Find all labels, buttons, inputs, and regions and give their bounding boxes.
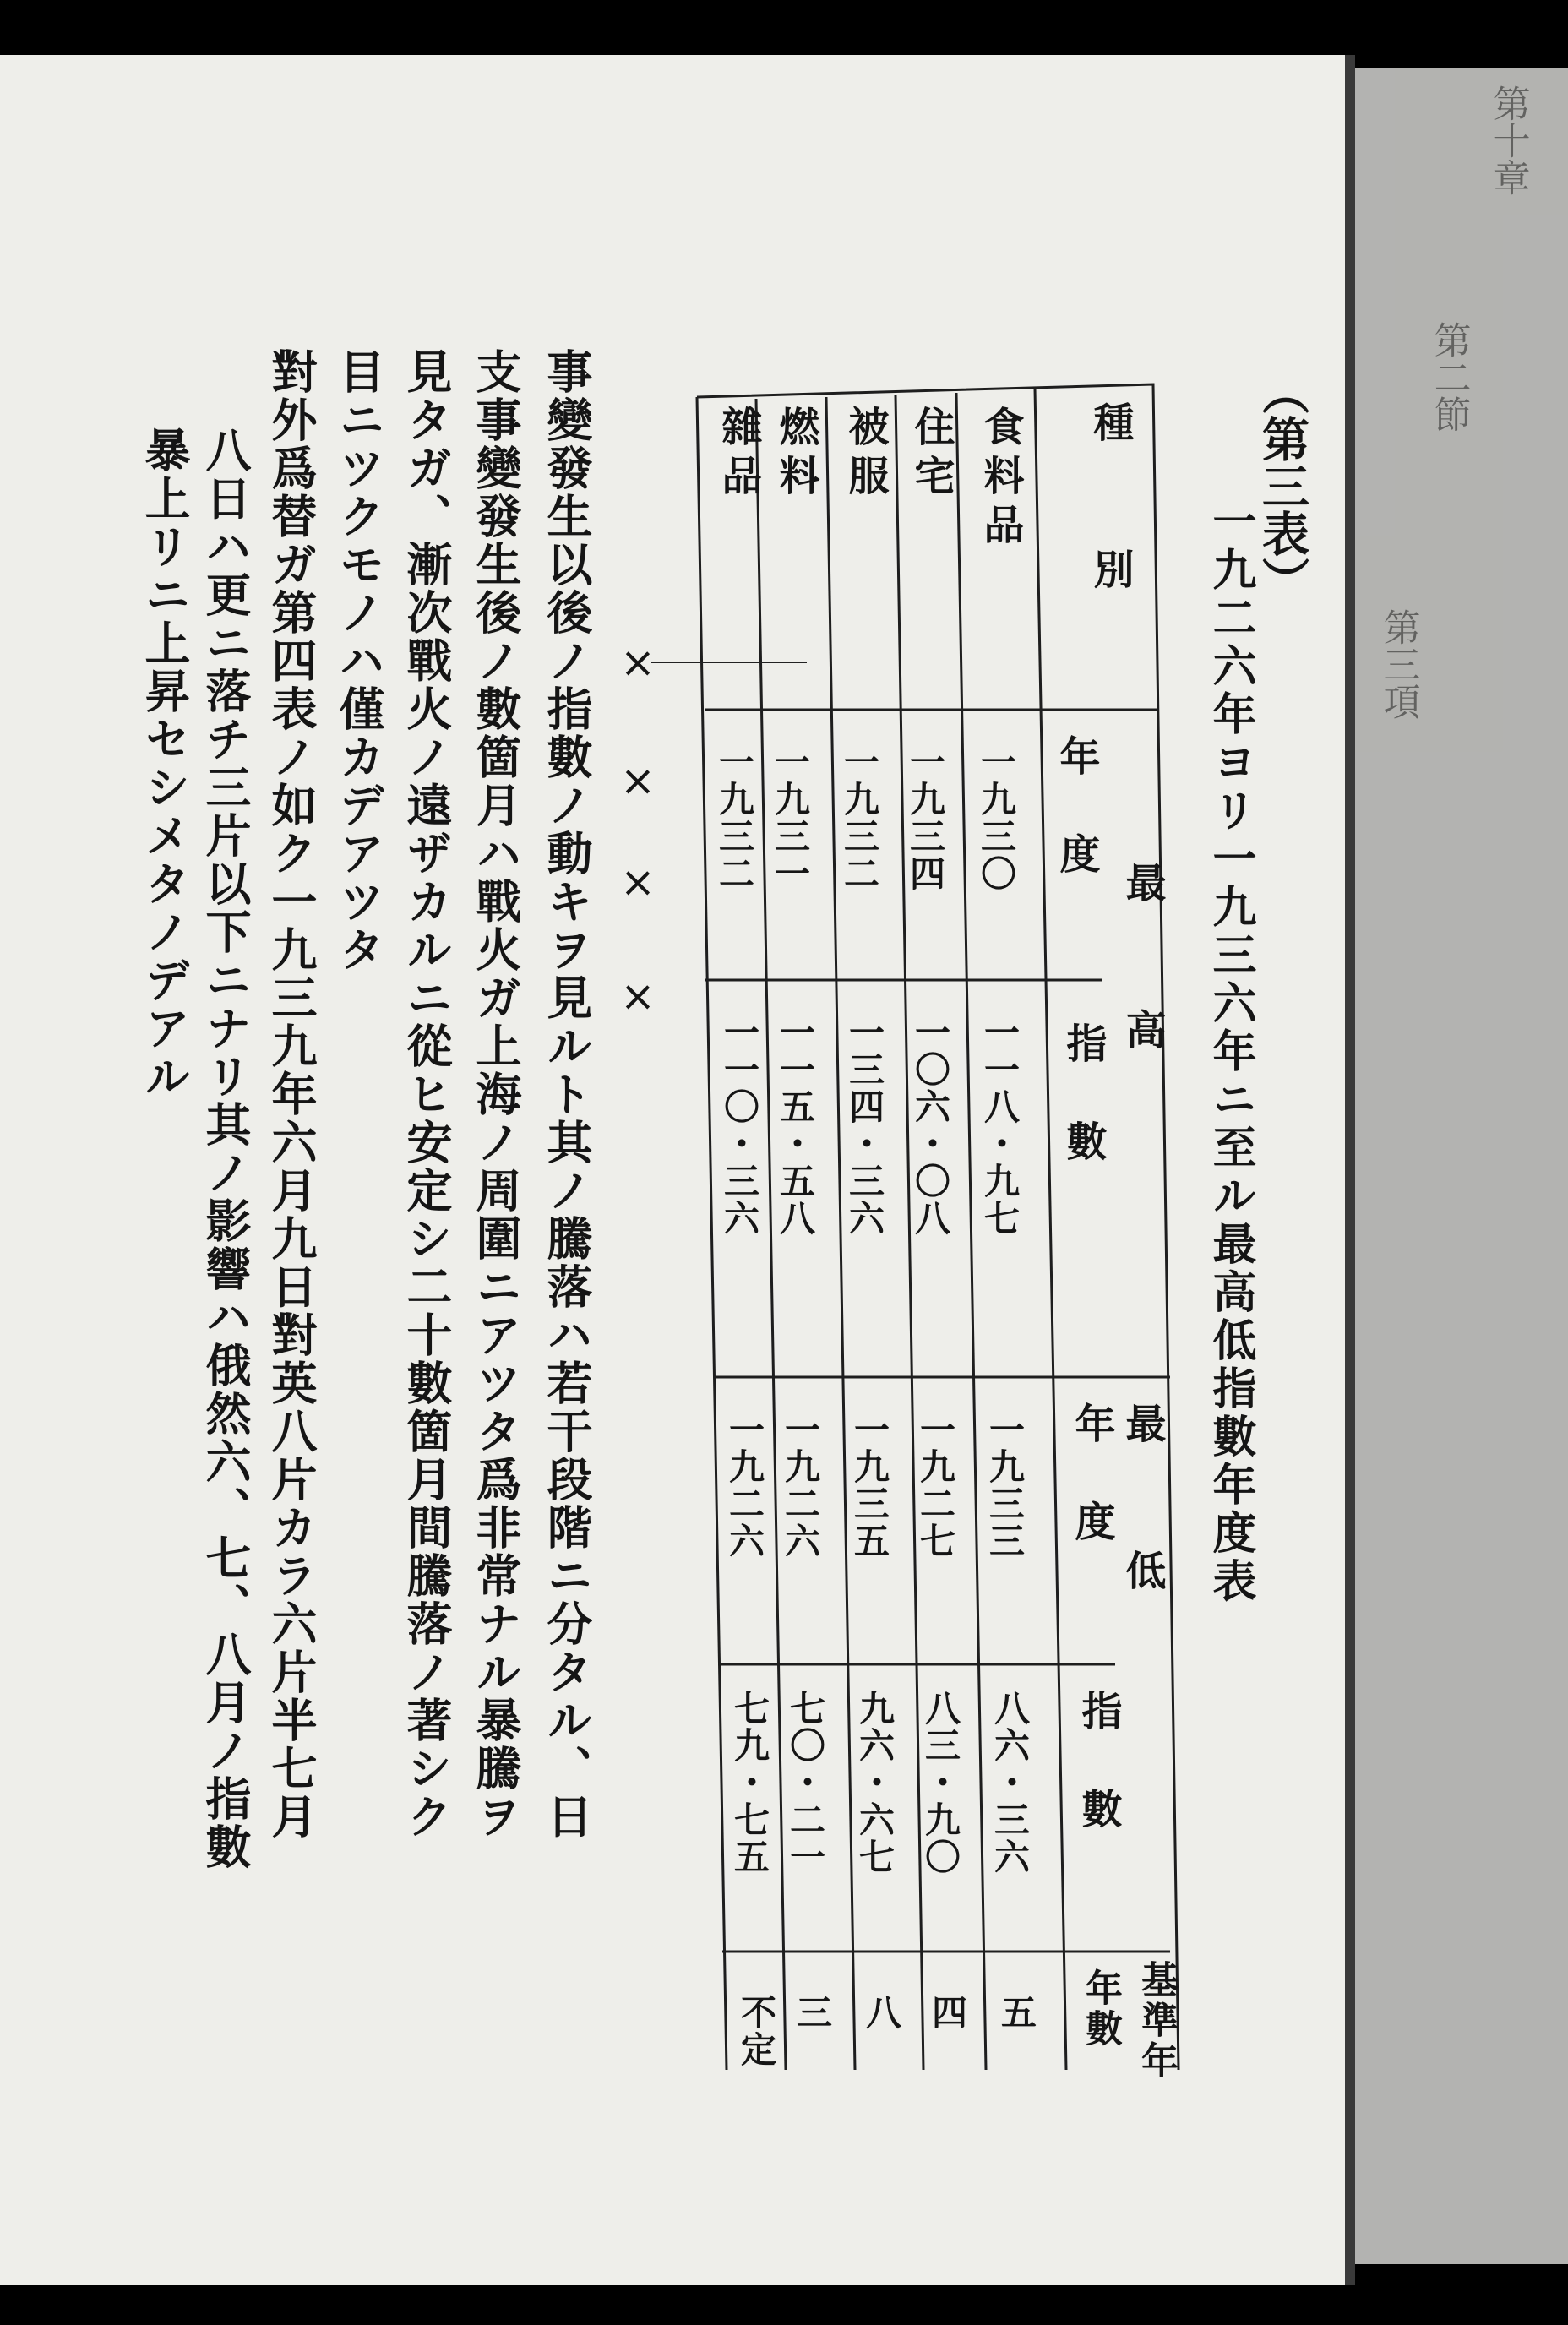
cross-mark: × xyxy=(620,858,656,907)
cell-low-index: 七〇・二一 xyxy=(785,1690,826,1876)
cell-years: 三 xyxy=(792,1994,833,2031)
row-category: 食料品 xyxy=(977,406,1024,553)
ghost-text: 第二節 xyxy=(1427,321,1471,433)
cell-low-year: 一九三五 xyxy=(849,1411,890,1560)
cell-low-index: 九六・六七 xyxy=(854,1690,896,1876)
header-highest: 最 高 xyxy=(1119,862,1166,1058)
cross-mark: × xyxy=(620,638,656,687)
body-text-column: 對外爲替ガ第四表ノ如ク一九三九年六月九日對英八片カラ六片半七月 xyxy=(264,348,318,1841)
cell-low-index: 八六・三六 xyxy=(989,1690,1031,1876)
row-category: 被服 xyxy=(841,406,889,504)
cell-high-year: 一九三〇 xyxy=(976,743,1017,892)
cell-low-year: 一九二七 xyxy=(915,1411,956,1560)
body-text-column: 支事變發生後ノ數箇月ハ戰火ガ上海ノ周圍ニアツタ爲非常ナル暴騰ヲ xyxy=(469,348,523,1841)
cell-low-year: 一九三三 xyxy=(984,1411,1026,1560)
cell-high-year: 一九三二 xyxy=(714,743,755,892)
body-text-column: 八日ハ更ニ落チ三片以下ニナリ其ノ影響ハ俄然六、七、八月ノ指數 xyxy=(199,427,253,1871)
table-caption: 一九二六年ヨリ一九三六年ニ至ル最高低指數年度表 xyxy=(1205,498,1256,1606)
cell-high-year: 一九三二 xyxy=(839,743,880,892)
cell-high-index: 一一〇・三六 xyxy=(719,1014,760,1237)
leader-line xyxy=(651,662,807,663)
body-text-column: 事變發生以後ノ指數ノ動キヲ見ルト其ノ騰落ハ若干段階ニ分タル、日 xyxy=(540,348,594,1841)
cross-mark: × xyxy=(620,972,656,1021)
cell-high-index: 一三四・三六 xyxy=(844,1014,885,1237)
row-category: 雜品 xyxy=(715,406,762,504)
row-category: 燃料 xyxy=(772,406,819,504)
body-text-column: 目ニツクモノハ僅カデアツタ xyxy=(332,348,386,974)
table-number: （第三表） xyxy=(1255,368,1310,604)
cell-high-index: 一〇六・〇八 xyxy=(910,1014,951,1237)
header-category: 種 別 xyxy=(1086,401,1134,597)
body-text-column: 暴上リニ上昇セシメタノデアル xyxy=(138,427,192,1101)
cross-mark: × xyxy=(620,756,656,805)
column-rule xyxy=(1035,389,1066,2070)
cell-high-index: 一一八・九七 xyxy=(979,1014,1021,1237)
cell-years: 五 xyxy=(996,1994,1037,2031)
cell-high-index: 一一五・五八 xyxy=(775,1014,816,1237)
cell-years: 不定 xyxy=(736,1994,777,2068)
row-category: 住宅 xyxy=(907,406,955,504)
cell-high-year: 一九三四 xyxy=(905,743,946,892)
header-low-year: 年 度 xyxy=(1068,1402,1115,1549)
body-text-column: 見タガ、漸次戰火ノ遠ザカルニ從ヒ安定シ二十數箇月間騰落ノ著シク xyxy=(400,348,454,1841)
cell-low-index: 七九・七五 xyxy=(729,1690,770,1876)
header-lowest: 最 低 xyxy=(1119,1402,1166,1598)
ghost-text: 第十章 xyxy=(1486,84,1530,196)
cell-years: 四 xyxy=(927,1994,968,2031)
cell-low-year: 一九二六 xyxy=(724,1411,765,1560)
cell-high-year: 一九三一 xyxy=(770,743,811,892)
header-low-index: 指 數 xyxy=(1075,1690,1122,1837)
ghost-text: 第三項 xyxy=(1376,608,1420,720)
header-high-year: 年 度 xyxy=(1053,735,1100,882)
cell-years: 八 xyxy=(861,1994,902,2031)
header-high-index: 指 數 xyxy=(1059,1022,1107,1169)
cell-low-year: 一九二六 xyxy=(780,1411,821,1560)
cell-low-index: 八三・九〇 xyxy=(920,1690,961,1876)
header-base-year: 基準年 xyxy=(1135,1960,1178,2082)
header-years-count: 年數 xyxy=(1079,1968,1122,2050)
